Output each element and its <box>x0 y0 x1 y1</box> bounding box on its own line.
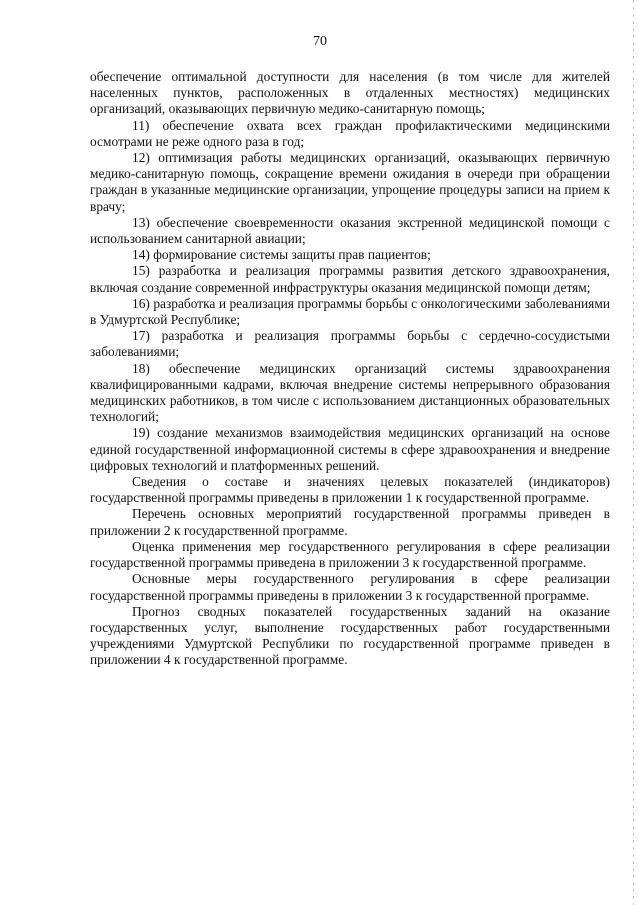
paragraph-indicators: Сведения о составе и значениях целевых показателей (индикаторов) государственной программы приведены в приложении 1 к государственной программе. <box>90 474 610 506</box>
list-item-18: 18) обеспечение медицинских организаций системы здравоохранения квалифицированными кадрами, включая внедрение системы непрерывного образования медицинских работников, в том числе с использованием дистанционных образовательных технологий; <box>90 360 610 425</box>
page-number: 70 <box>313 34 327 49</box>
list-item-12: 12) оптимизация работы медицинских организаций, оказывающих первичную медико-санитарную помощь, сокращение времени ожидания в очереди при обращении граждан в указанные медицинские организации, упрощение процедуры записи на прием к врачу; <box>90 150 610 214</box>
list-item-17: 17) разработка и реализация программы борьбы с сердечно-сосудистыми заболеваниями; <box>90 328 610 360</box>
list-item-15: 15) разработка и реализация программы развития детского здравоохранения, включая создание современной инфраструктуры оказания медицинской помощи детям; <box>90 263 610 295</box>
paragraph-regulation-assessment: Оценка применения мер государственного регулирования в сфере реализации государственной программы приведена в приложении 3 к государственной программе. <box>90 538 610 571</box>
list-item-13: 13) обеспечение своевременности оказания экстренной медицинской помощи с использованием санитарной авиации; <box>90 214 610 247</box>
list-item-11: 11) обеспечение охвата всех граждан профилактическими медицинскими осмотрами не реже одного раза в год; <box>90 117 610 149</box>
paragraph-activities: Перечень основных мероприятий государственной программы приведен в приложении 2 к государственной программе. <box>90 506 610 538</box>
list-item-16: 16) разработка и реализация программы борьбы с онкологическими заболеваниями в Удмуртской Республике; <box>90 295 610 328</box>
paragraph-continuation: обеспечение оптимальной доступности для населения (в том числе для жителей населенных пунктов, расположенных в отдаленных местностях) медицинских организаций, оказывающих первичную медико-санитарную помощь; <box>90 69 610 117</box>
list-item-19: 19) создание механизмов взаимодействия медицинских организаций на основе единой государственной информационной системы в сфере здравоохранения и внедрение цифровых технологий и платформенных решений. <box>90 425 610 473</box>
list-item-14: 14) формирование системы защиты прав пациентов; <box>132 247 431 263</box>
page-edge-rule <box>633 0 634 905</box>
document-body <box>90 69 610 669</box>
paragraph-regulation-measures: Основные меры государственного регулирования в сфере реализации государственной программы приведены в приложении 3 к государственной программе. <box>90 571 610 603</box>
paragraph-forecast: Прогноз сводных показателей государственных заданий на оказание государственных услуг, выполнение государственных работ государственными учреждениями Удмуртской Республики по государственной программе приведен в приложении 4 к государственной программе. <box>90 603 610 668</box>
